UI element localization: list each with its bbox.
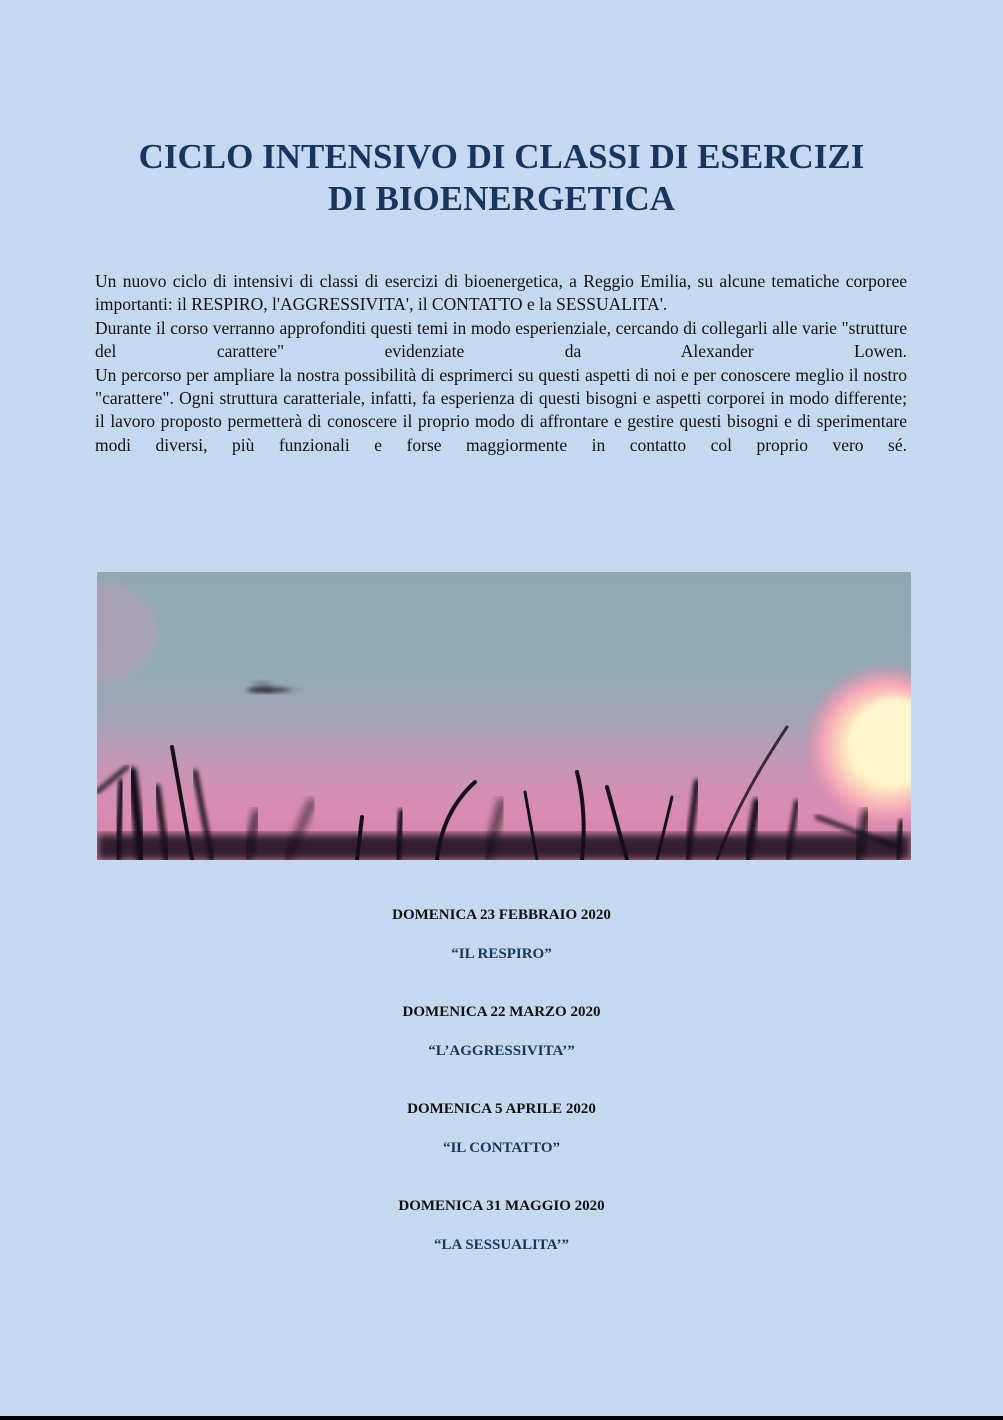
event-theme: “L’AGGRESSIVITA’”	[428, 1043, 575, 1059]
event-date: DOMENICA 23 FEBBRAIO 2020	[392, 907, 611, 923]
event-date: DOMENICA 22 MARZO 2020	[402, 1004, 601, 1020]
intro-paragraph-2: Durante il corso verranno approfonditi questi temi in modo esperienziale, cercando di collegarli alle varie "strutture del carattere" evidenziate da Alexander Lowen.	[95, 317, 907, 362]
event-list	[0, 905, 1003, 1293]
event-theme: “IL RESPIRO”	[451, 946, 552, 962]
sunset-photo	[97, 572, 911, 860]
event-item	[0, 1002, 1003, 1099]
intro-paragraph-3: Un percorso per ampliare la nostra possibilità di esprimerci su questi aspetti di noi e per conoscere meglio il nostro "carattere". Ogni struttura caratteriale, infatti, fa esperienza di questi bisogni e aspetti corporei in modo differente; il lavoro proposto permetterà di conoscere il proprio modo di affrontare e gestire questi bisogni e di sperimentare modi diversi, più funzionali e forse maggiormente in contatto col proprio vero sé.	[95, 364, 907, 455]
event-theme: “LA SESSUALITA’”	[434, 1237, 569, 1253]
intro-paragraph-1: Un nuovo ciclo di intensivi di classi di esercizi di bioenergetica, a Reggio Emilia, su alcune tematiche corporee importanti: il RESPIRO, l'AGGRESSIVITA', il CONTATTO e la SESSUALITA'.	[95, 271, 907, 315]
title-line-1: CICLO INTENSIVO DI CLASSI DI ESERCIZI	[138, 137, 865, 176]
sunset-image-icon	[97, 572, 911, 860]
page-bottom-border	[0, 1416, 1003, 1420]
event-item	[0, 905, 1003, 1002]
page-title	[0, 136, 1003, 220]
event-date: DOMENICA 5 APRILE 2020	[407, 1101, 596, 1117]
title-line-2: DI BIOENERGETICA	[327, 179, 676, 218]
event-theme: “IL CONTATTO”	[442, 1140, 561, 1156]
intro-text	[95, 270, 907, 457]
event-date: DOMENICA 31 MAGGIO 2020	[398, 1198, 605, 1214]
event-item	[0, 1099, 1003, 1196]
event-item	[0, 1196, 1003, 1293]
